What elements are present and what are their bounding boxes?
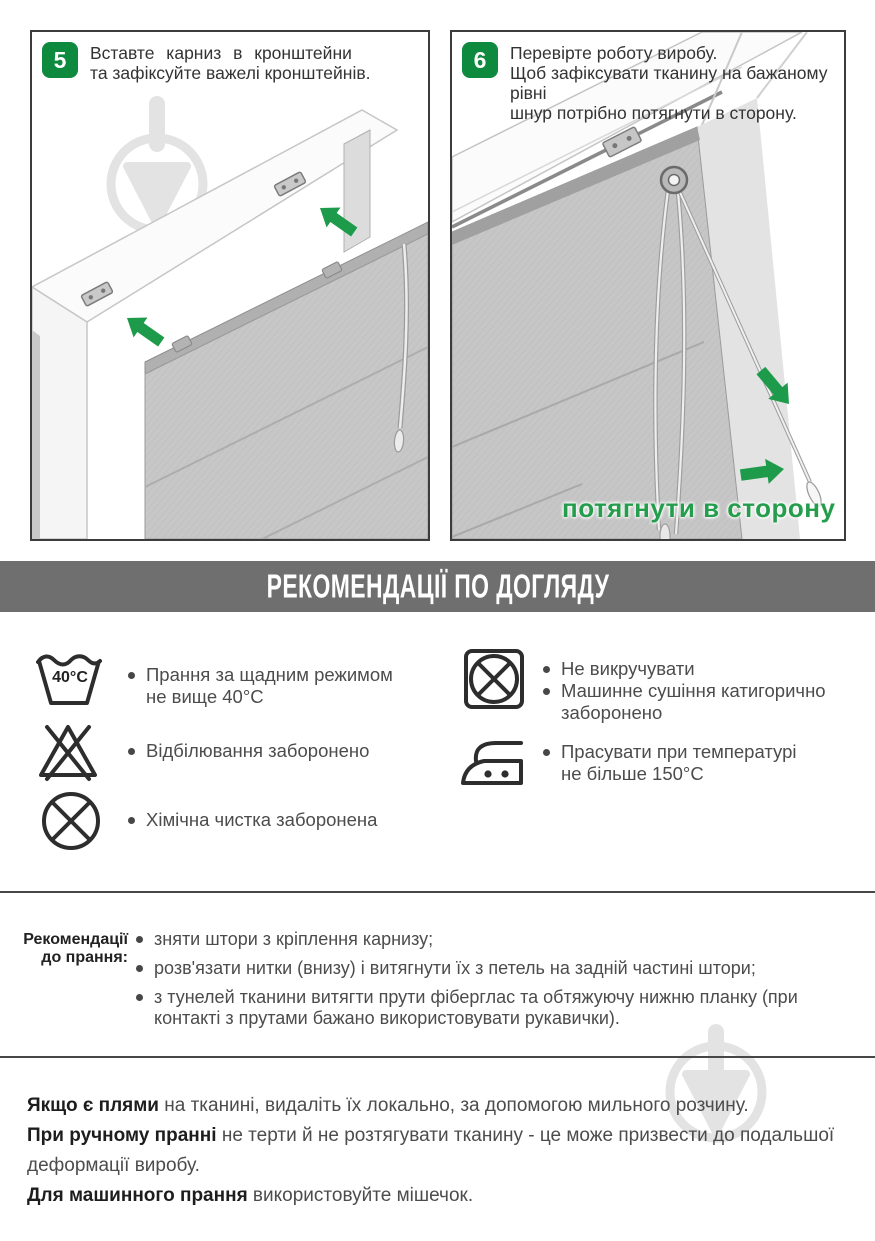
care-section-banner (0, 561, 875, 612)
step6-panel (450, 30, 846, 541)
pull-aside-callout: потягнути в сторону (562, 493, 836, 523)
care-dryclean-line: Хімічна чистка заборонена (146, 809, 378, 830)
note-stains-lead: Якщо є плями (27, 1095, 159, 1116)
care-wash-line1: Прання за щадним режимом (146, 664, 393, 685)
care-wash-text (128, 664, 393, 708)
window-frame-blind-illustration (32, 32, 428, 539)
care-bleach-line: Відбілювання заборонено (146, 740, 370, 761)
step5-line1: Вставте карниз в кронштейни (90, 43, 352, 63)
care-iron-line2: не більше 150°С (561, 763, 704, 784)
bullet-dot (543, 666, 550, 673)
washing-recommendations-label (20, 931, 128, 967)
note-handwash-lead: При ручному пранні (27, 1125, 217, 1146)
care-notes (27, 1091, 837, 1211)
step6-line1: Перевірте роботу виробу. (510, 43, 718, 63)
green-arrow-icon (120, 308, 168, 352)
section-divider (0, 891, 875, 893)
care-wring-text (543, 658, 826, 724)
care-dryclean-text (128, 809, 377, 831)
washing-bullet-3: з тунелей тканини витягти прути фіберглас та обтяжуючу нижню планку (при контакті з прутами бажано використовувати рукавички). (154, 987, 798, 1028)
note-machinewash-text: використовуйте мішечок. (247, 1185, 474, 1206)
bullet-dot (543, 688, 550, 695)
iron-150-icon (460, 735, 526, 789)
bullet-dot (136, 965, 143, 972)
washing-bullet-1: зняти штори з кріплення карнизу; (154, 929, 434, 949)
note-stains (27, 1091, 837, 1121)
step6-line3: шнур потрібно потягнути в сторону. (510, 103, 797, 123)
care-wring-bullet2-line2: заборонено (561, 702, 663, 723)
bullet-dot (128, 672, 135, 679)
note-handwash-text: не терти й не розтягувати тканину - це може призвести до подальшої деформації виробу. (27, 1125, 835, 1176)
step5-panel (30, 30, 430, 541)
care-iron-line1: Прасувати при температурі (561, 741, 797, 762)
washing-label-line2: до прання: (41, 949, 128, 966)
bullet-dot (128, 748, 135, 755)
care-iron-text (543, 741, 796, 785)
washing-recommendations-list (136, 929, 858, 1037)
no-bleach-icon (34, 720, 102, 782)
step5-line2: та зафіксуйте важелі кронштейнів. (90, 63, 371, 83)
note-stains-text: на тканині, видаліть їх локально, за допомогою мильного розчину. (158, 1095, 749, 1116)
step-number-badge: 6 (462, 42, 498, 78)
bullet-dot (136, 994, 143, 1001)
step6-instruction (510, 42, 844, 123)
care-wring-bullet1: Не викручувати (561, 658, 695, 679)
wash-temp-label: 40°C (52, 669, 88, 686)
list-item (136, 929, 858, 950)
bullet-dot (543, 749, 550, 756)
bullet-dot (128, 817, 135, 824)
step-number-badge: 5 (42, 42, 78, 78)
step5-instruction (90, 42, 371, 83)
care-wash-line2: не вище 40°С (146, 686, 264, 707)
no-tumble-dry-icon (463, 648, 525, 710)
washing-bullet-2: розв'язати нитки (внизу) і витягнути їх з петель на задній частині штори; (154, 958, 756, 978)
section-divider (0, 1056, 875, 1058)
washing-label-line1: Рекомендації (23, 931, 128, 948)
step6-line2: Щоб зафіксувати тканину на бажаному рівні (510, 63, 828, 103)
note-machinewash (27, 1181, 837, 1211)
care-banner-title: РЕКОМЕНДАЦІЇ ПО ДОГЛЯДУ (266, 567, 609, 605)
no-dry-clean-icon (40, 790, 102, 852)
care-bleach-text (128, 740, 369, 762)
cord-tassel-icon (660, 524, 670, 539)
bullet-dot (136, 936, 143, 943)
note-handwash (27, 1121, 837, 1181)
list-item (136, 958, 858, 979)
care-wring-bullet2-line1: Машинне сушіння катигорично (561, 680, 826, 701)
note-machinewash-lead: Для машинного прання (27, 1185, 248, 1206)
